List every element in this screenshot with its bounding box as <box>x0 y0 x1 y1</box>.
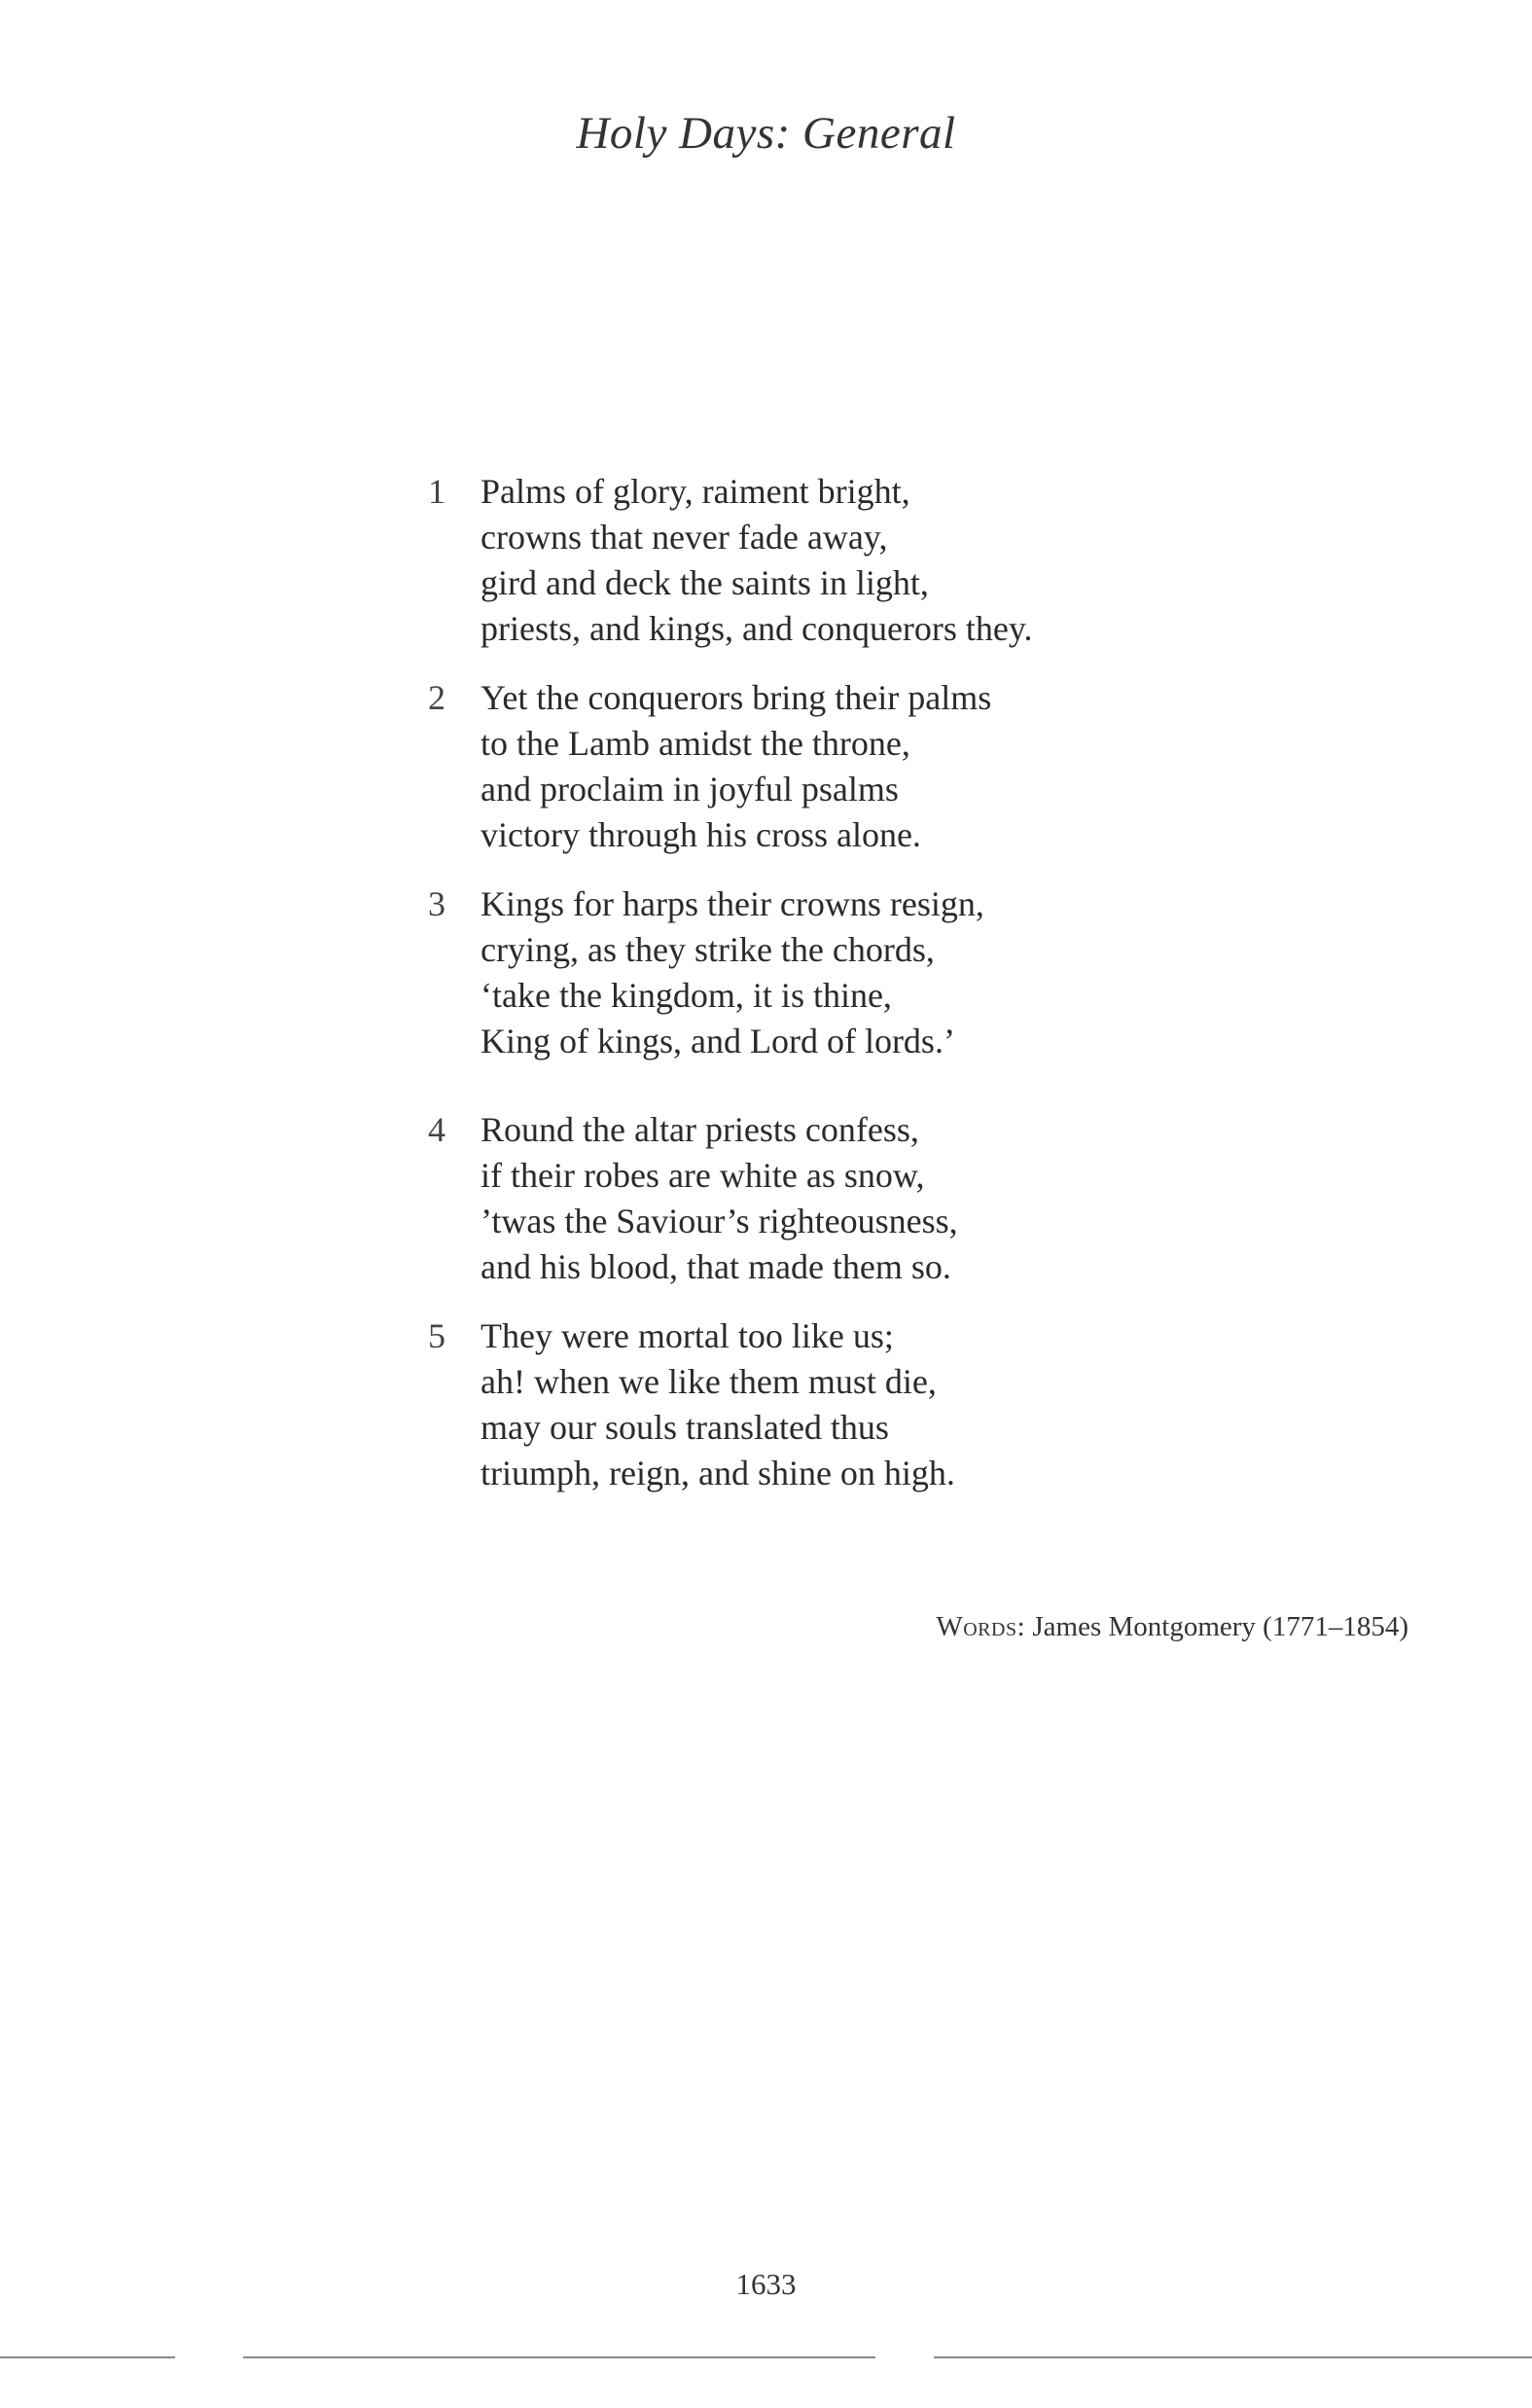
verse-line: priests, and kings, and conquerors they. <box>481 609 1033 648</box>
verse-2 <box>428 675 1167 858</box>
verse-number: 2 <box>428 678 445 717</box>
credit-author: James Montgomery (1771–1854) <box>1032 1611 1408 1642</box>
verse-line: They were mortal too like us; <box>481 1316 894 1355</box>
verse-line: King of kings, and Lord of lords.’ <box>481 1022 955 1060</box>
scan-edge-line <box>243 2356 875 2358</box>
verse-5 <box>428 1313 1167 1496</box>
verse-line: and his blood, that made them so. <box>481 1247 951 1286</box>
verse-number: 5 <box>428 1316 445 1355</box>
verse-3 <box>428 881 1167 1064</box>
verse-line: crowns that never fade away, <box>481 518 888 557</box>
verse-line: may our souls translated thus <box>481 1408 889 1447</box>
words-credit <box>936 1611 1408 1643</box>
hymn-text <box>428 469 1167 1496</box>
verse-line: ah! when we like them must die, <box>481 1362 937 1401</box>
scan-edge-line <box>0 2356 175 2358</box>
verse-line: triumph, reign, and shine on high. <box>481 1454 955 1492</box>
verse-line: to the Lamb amidst the throne, <box>481 724 910 763</box>
verse-number: 4 <box>428 1110 445 1149</box>
verse-line: and proclaim in joyful psalms <box>481 770 899 809</box>
verse-line: crying, as they strike the chords, <box>481 930 935 969</box>
verse-line: Yet the conquerors bring their palms <box>481 678 992 717</box>
verse-line: Palms of glory, raiment bright, <box>481 472 910 511</box>
page-title: Holy Days: General <box>576 108 956 159</box>
verse-4 <box>428 1107 1167 1290</box>
verse-number: 1 <box>428 472 445 511</box>
verse-line: Kings for harps their crowns resign, <box>481 884 984 923</box>
verse-line: if their robes are white as snow, <box>481 1156 925 1195</box>
verse-line: victory through his cross alone. <box>481 815 921 854</box>
verse-1 <box>428 469 1167 652</box>
verse-line: ’twas the Saviour’s righteousness, <box>481 1202 958 1240</box>
credit-label: Words: <box>936 1611 1026 1642</box>
verse-number: 3 <box>428 884 445 923</box>
scan-edge-line <box>934 2356 1532 2358</box>
verse-line: ‘take the kingdom, it is thine, <box>481 976 892 1015</box>
page-number: 1633 <box>735 2267 797 2301</box>
verse-line: Round the altar priests confess, <box>481 1110 919 1149</box>
verse-line: gird and deck the saints in light, <box>481 563 929 602</box>
